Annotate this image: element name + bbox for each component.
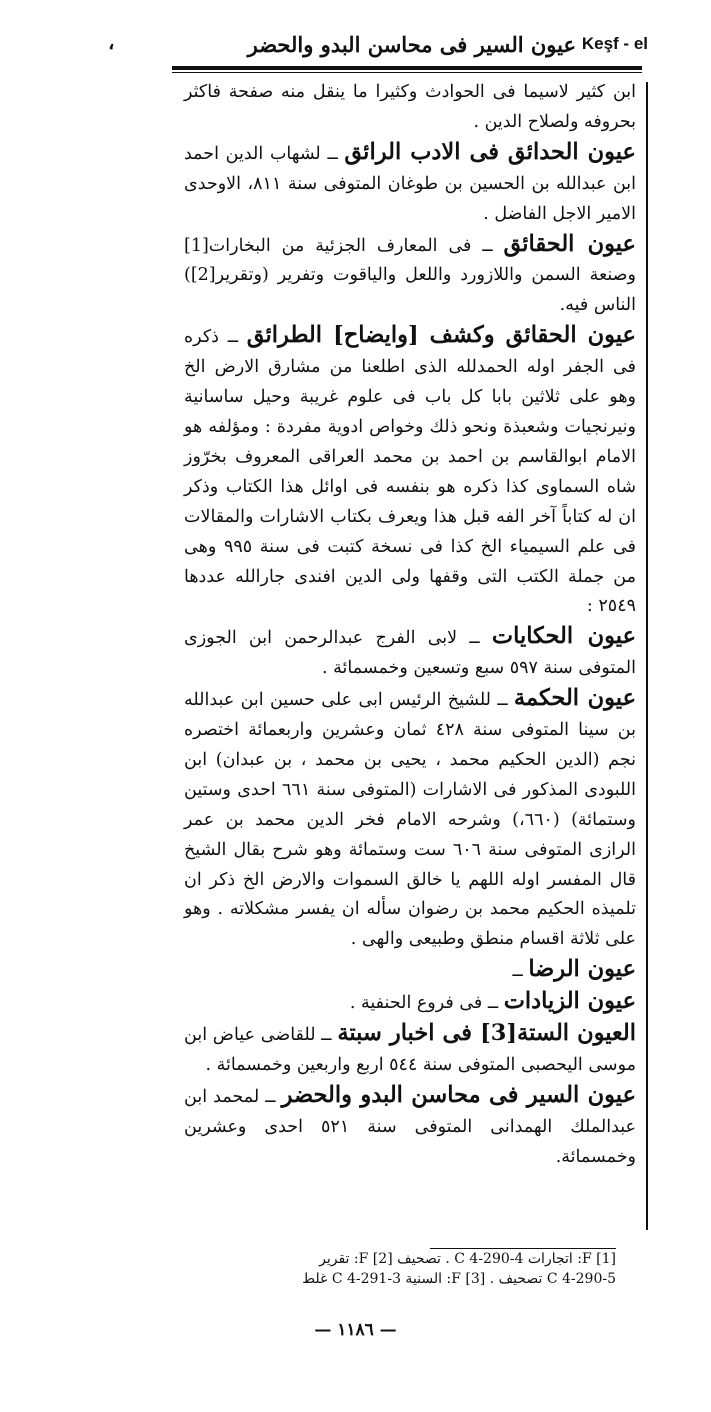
entry-text: ــ للقاضى عياض ابن موسى اليحصبى المتوفى سنة ٥٤٤ اربع واربعين وخمسمائة . (184, 1025, 636, 1075)
entry-text: ــ لمحمد ابن عبدالملك الهمدانى المتوفى سنة ٥٢١ احدى وعشرين وخمسمائة. (184, 1086, 636, 1167)
header-rule-thick (172, 66, 642, 70)
entry-text: ــ لشهاب الدين احمد ابن عبدالله بن الحسين بن طوغان المتوفى سنة ٨١١، الاوحدى الامير الاجل الفاضل . (184, 143, 636, 224)
entry-headword: العيون الستة[3] فى اخبار سبتة (337, 1020, 636, 1047)
entry-text: ــ ذكره فى الجفر اوله الحمدلله الذى اطلعنا من مشارق الارض الخ وهو على ثلاثين بابا كل باب فى علوم غريبة وحيل ساسانية ونيرنجيات وشعبذة ونحو ذلك وخواص ادوية مفردة : ومؤلفه هو الامام ابوالقاسم بن احمد بن محمد العراقى المعروف بخرّوز شاه السماوى كذا ذكره هو بنفسه فى اوائل هذا الكتاب وذكر ان له كتاباً آخر الفه قبل هذا ويعرف بكتاب الاشارات والمقالات فى علم السيمياء الخ كذا فى نسخة كتبت فى سنة ٩٩٥ وهى من جملة الكتب التى وقفها ولى الدين افندى جارالله عددها ٢٥٤٩ : (184, 327, 636, 617)
entry-text: ــ للشيخ الرئيس ابى على حسين ابن عبدالله بن سينا المتوفى سنة ٤٢٨ ثمان وعشرين واربعمائة اختصره نجم (الدين الحكيم محمد ، يحيى بن محمد ، بن عبدان) ابن اللبودى المذكور فى الاشارات (المتوفى سنة ٦٦١ احدى وستين وستمائة) (٦٦٠،) وشرحه الامام فخر الدين محمد بن عمر الرازى المتوفى سنة ٦٠٦ ست وستمائة وهو شرح بقال الشيخ قال المفسر اوله اللهم يا خالق السموات والارض الخ ذكر ان تلميذه الحكيم محمد بن رضوان سأله ان يفسر مشكلاته . وهو على ثلاثة اقسام منطق وطبيعى والهى . (184, 690, 637, 950)
entry-headword: عيون الحكايات (491, 623, 636, 650)
entry-text: ابن كثير لاسيما فى الحوادث وكثيرا ما ينقل منه صفحة فاكثر بحروفه ولصلاح الدين . (184, 82, 636, 132)
entry-text: ــ (512, 961, 523, 982)
entry-headword: عيون الحقائق (503, 230, 636, 257)
header-mark: ، (108, 30, 115, 54)
margin-rule (646, 82, 648, 1230)
entry (184, 622, 636, 684)
entry-text: ــ فى فروع الحنفية . (349, 993, 499, 1014)
entry (184, 321, 636, 622)
page-number: — ١١٨٦ — (314, 1320, 397, 1340)
footnote-line: [1] F: اتجارات C 4-290-4 . تصحيف [2] F: تقرير (319, 1251, 616, 1267)
entry-headword: عيون الحدائق فى الادب الرائق (344, 138, 636, 165)
entry-headword: عيون الزيادات (503, 988, 636, 1015)
entry (184, 955, 636, 987)
entry-headword: عيون الحكمة (513, 685, 636, 712)
header-keyword: Keşf - el (581, 34, 648, 53)
entry-headword: عيون السير فى محاسن البدو والحضر (281, 1081, 636, 1108)
entry (184, 230, 636, 322)
footnote-rule (430, 1248, 616, 1249)
footnote-line: C 4-290-5 تصحيف . [3] F: السنية C 4-291-3 غلط (302, 1271, 616, 1287)
entry-text: ــ فى المعارف الجزئية من البخارات[1] وصنعة السمن واللازورد واللعل والياقوت وتفرير (وتقرير[2]) الناس فيه. (184, 235, 636, 316)
entry (184, 138, 636, 230)
entry-continuation (184, 78, 636, 138)
entry-headword: عيون الحقائق وكشف [وايضاح] الطرائق (246, 322, 636, 349)
entry (184, 1019, 636, 1081)
entry-text: ــ لابى الفرج عبدالرحمن ابن الجوزى المتوفى سنة ٥٩٧ سبع وتسعين وخمسمائة . (184, 628, 636, 679)
entry-headword: عيون الرضا (528, 956, 636, 983)
entry (184, 684, 636, 955)
entry (184, 1081, 636, 1173)
entry (184, 987, 636, 1019)
text-body (184, 78, 636, 1173)
header-rule-thin (172, 72, 642, 73)
header-title: عيون السير فى محاسن البدو والحضر (247, 32, 576, 57)
running-header (108, 30, 648, 64)
